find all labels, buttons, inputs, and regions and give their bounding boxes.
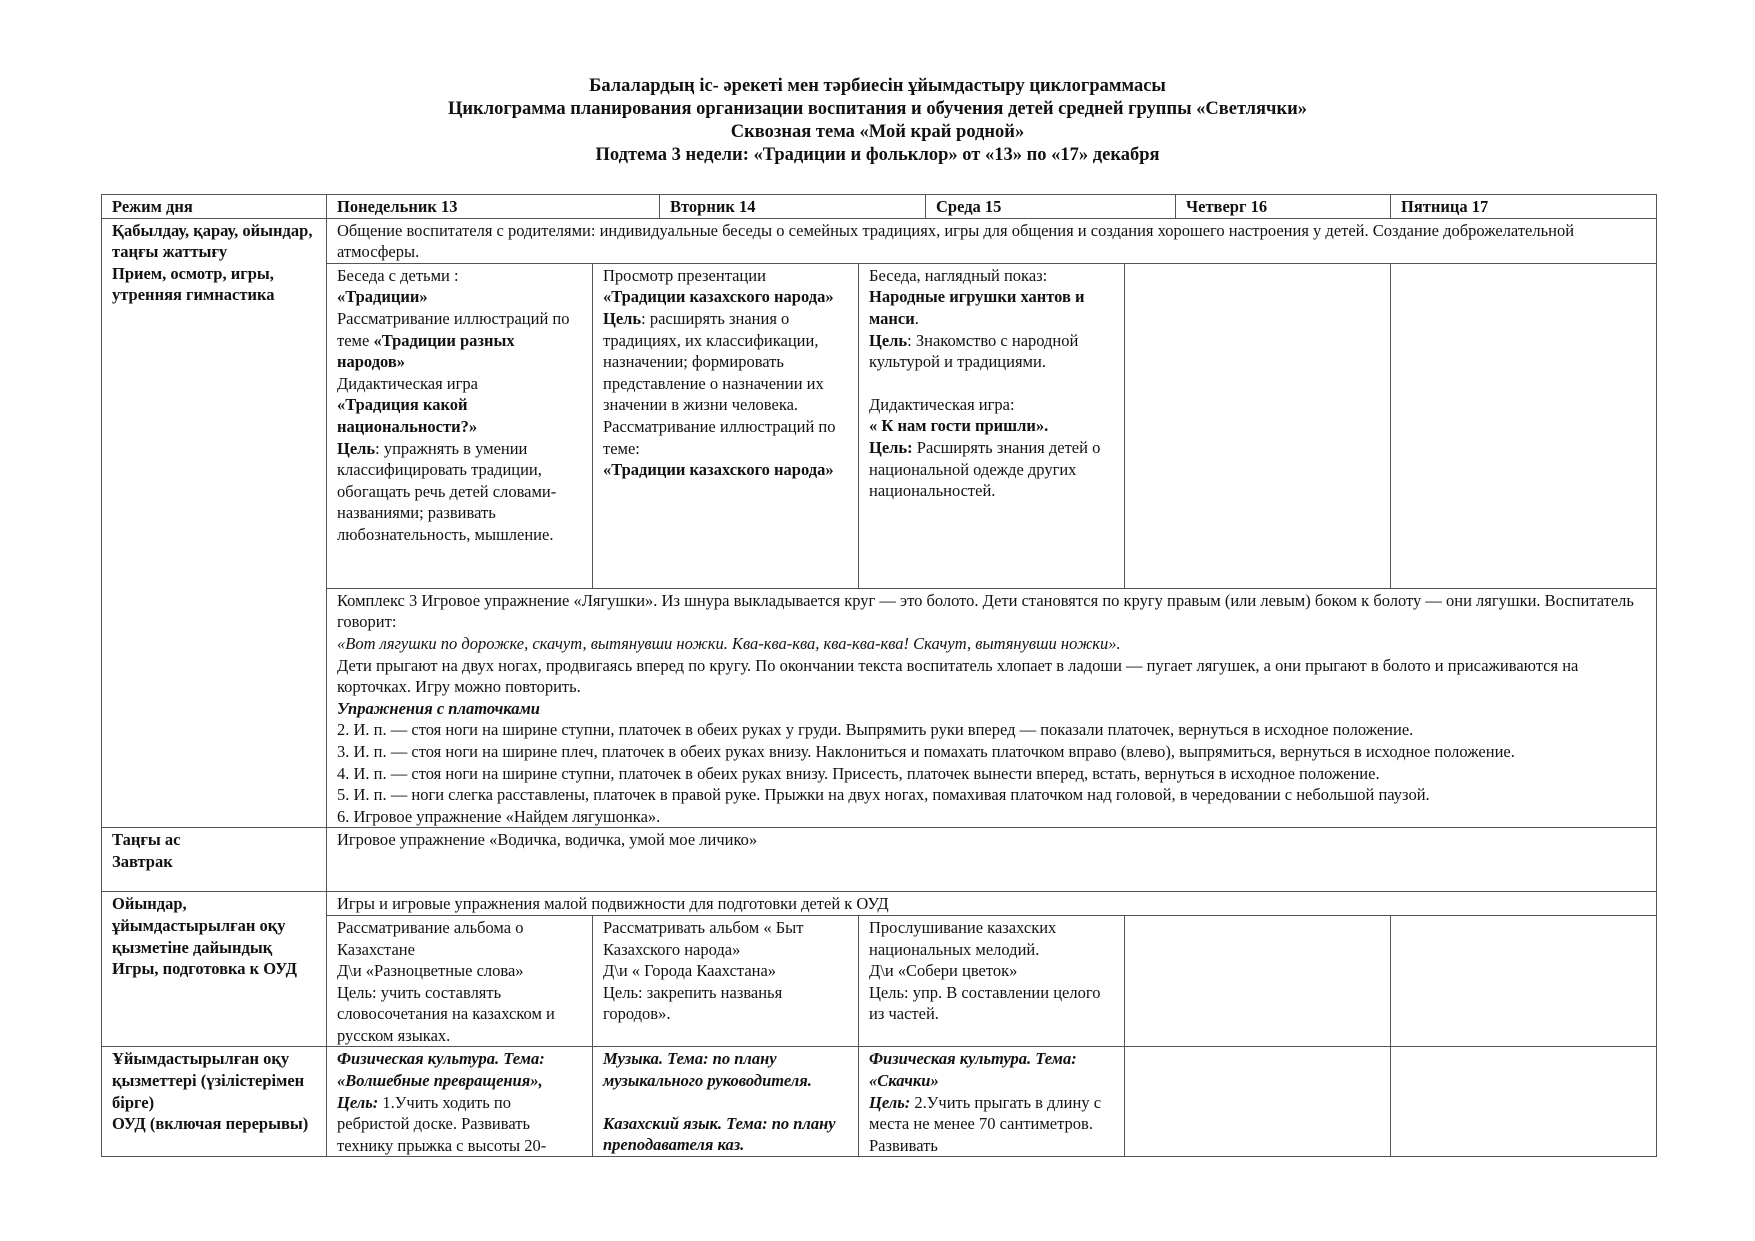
- gymnastics-cell: [327, 588, 1657, 828]
- tue-activity-kazakh: Казахский язык. Тема: по плану преподавателя каз.: [603, 1113, 836, 1155]
- mon-game-label: Дидактическая игра: [337, 373, 478, 393]
- thursday-activities-cell: [1125, 1047, 1391, 1157]
- monday-preparation-cell: Рассматривание альбома о Казахстане Д\и «Разноцветные слова» Цель: учить составлять словосочетания на казахском и русском языках.: [327, 915, 593, 1047]
- mon-activity-goal-text: 1.Учить ходить по ребристой доске. Развивать технику прыжка с высоты 20-: [337, 1092, 547, 1155]
- wed-goal-label: Цель: [869, 330, 908, 350]
- mon-activity-2-title: «Традиции разных народов»: [337, 330, 515, 372]
- tue-activity-music: Музыка. Тема: по плану музыкального руководителя.: [603, 1049, 812, 1091]
- wednesday-reception-cell: [859, 263, 1125, 588]
- row-label-activities: [102, 1047, 327, 1157]
- title-kz: Балалардың іс- әрекеті мен тәрбиесін ұйымдастыру циклограммасы: [589, 76, 1166, 96]
- tue-goal-label: Цель: [603, 308, 642, 328]
- mon-goal-text: : упражнять в умении классифицировать традиции, обогащать речь детей словами-названиями; развивать любознательность, мышление.: [337, 438, 557, 544]
- gym-exercise-6: 6. Игровое упражнение «Найдем лягушонка».: [337, 806, 661, 826]
- mon-activity-goal-label: Цель:: [337, 1092, 379, 1112]
- tuesday-activities-cell: [593, 1047, 859, 1157]
- row-label-activities-kz: Ұйымдастырылған оқу қызметтері (үзілістерімен бірге): [112, 1049, 305, 1112]
- gym-rhyme: «Вот лягушки по дорожке, скачут, вытянувши ножки. Ква-ква-ква, ква-ква-ква! Скачут, вытянувши ножки».: [337, 633, 1121, 653]
- gym-exercise-2: 2. И. п. — стоя ноги на ширине ступни, платочек в обеих руках у груди. Выпрямить руки вперед — показали платочек, вернуться в исходное положение.: [337, 720, 1414, 740]
- mon-activity-2: Рассматривание иллюстраций по теме: [337, 308, 570, 350]
- reception-general-text: Общение воспитателя с родителями: индивидуальные беседы о семейных традициях, игры для общения и создания хорошего настроения у детей. Создание доброжелательной атмосферы.: [327, 218, 1657, 263]
- wed-goal2-text: Расширять знания детей о национальной одежде других национальностей.: [869, 437, 1101, 501]
- wed-activity-subject: Физическая культура. Тема: «Скачки»: [869, 1049, 1077, 1091]
- row-label-breakfast-kz: Таңғы ас: [112, 830, 181, 850]
- row-label-activities-ru: ОУД (включая перерывы): [112, 1114, 309, 1134]
- gym-exercises-title: Упражнения с платочками: [337, 698, 540, 718]
- row-label-preparation: [102, 892, 327, 1047]
- friday-activities-cell: [1391, 1047, 1657, 1157]
- mon-activity-1: Беседа с детьми :: [337, 265, 459, 285]
- tue-activity-1-title: «Традиции казахского народа»: [603, 287, 834, 307]
- row-label-breakfast: [102, 828, 327, 892]
- mon-activity-1-title: «Традиции»: [337, 287, 428, 307]
- gym-exercise-4: 4. И. п. — стоя ноги на ширине ступни, платочек в обеих руках внизу. Присесть, платочек вынести вперед, встать, вернуться в исходное положение.: [337, 763, 1380, 783]
- mon-activity-subject: Физическая культура. Тема: «Волшебные превращения»,: [337, 1049, 545, 1091]
- gym-description: Дети прыгают на двух ногах, продвигаясь вперед по кругу. По окончании текста воспитатель хлопает в ладоши — пугает лягушек, а они прыгают в болото и присаживаются на корточках. Игру можно повторить.: [337, 655, 1579, 697]
- wed-goal-text: : Знакомство с народной культурой и традициями.: [869, 330, 1079, 372]
- breakfast-text: Игровое упражнение «Водичка, водичка, умой мое личико»: [327, 828, 1657, 892]
- tuesday-reception-cell: [593, 263, 859, 588]
- friday-reception-cell: [1391, 263, 1657, 588]
- wed-goal2-label: Цель:: [869, 437, 913, 457]
- gym-intro: Комплекс 3 Игровое упражнение «Лягушки». Из шнура выкладывается круг — это болото. Дети становятся по кругу правым (или левым) боком к болоту — они лягушки. Воспитатель говорит:: [337, 590, 1634, 632]
- col-header-thursday: Четверг 16: [1176, 195, 1391, 219]
- tue-activity-2-title: «Традиции казахского народа»: [603, 460, 834, 480]
- thursday-preparation-cell: [1125, 915, 1391, 1047]
- tuesday-preparation-cell: Рассматривать альбом « Быт Казахского народа» Д\и « Города Каахстана» Цель: закрепить названья городов».: [593, 915, 859, 1047]
- wed-activity-goal-text: 2.Учить прыгать в длину с места не менее 70 сантиметров. Развивать: [869, 1092, 1102, 1155]
- col-header-wednesday: Среда 15: [926, 195, 1176, 219]
- schedule-table: [101, 194, 1657, 1157]
- gym-exercise-3: 3. И. п. — стоя ноги на ширине плеч, платочек в обеих руках внизу. Наклониться и помахать платочком вправо (влево), выпрямиться, вернуться в исходное положение.: [337, 741, 1515, 761]
- thursday-reception-cell: [1125, 263, 1391, 588]
- friday-preparation-cell: [1391, 915, 1657, 1047]
- wed-activity-1: Беседа, наглядный показ:: [869, 265, 1048, 285]
- row-label-breakfast-ru: Завтрак: [112, 851, 173, 871]
- tue-activity-2: Рассматривание иллюстраций по теме:: [603, 416, 836, 458]
- preparation-general-text: Игры и игровые упражнения малой подвижности для подготовки детей к ОУД: [327, 892, 1657, 916]
- wednesday-preparation-cell: Прослушивание казахских национальных мелодий. Д\и «Собери цветок» Цель: упр. В составлении целого из частей.: [859, 915, 1125, 1047]
- subtheme-title: Подтема 3 недели: «Традиции и фольклор» от «13» по «17» декабря: [595, 145, 1160, 165]
- theme-title: Сквозная тема «Мой край родной»: [730, 122, 1025, 142]
- row-label-preparation-kz: Ойындар, ұйымдастырылған оқу қызметіне дайындық: [112, 894, 286, 957]
- wed-activity-1-dot: .: [914, 308, 919, 328]
- wed-activity-1-title: Народные игрушки хантов и манси: [869, 287, 1085, 328]
- tue-goal-text: : расширять знания о традициях, их классификации, назначении; формировать представление о назначении их значении в жизни человека.: [603, 308, 824, 415]
- mon-goal-label: Цель: [337, 438, 376, 458]
- col-header-regime: Режим дня: [102, 195, 327, 219]
- row-label-reception: [102, 218, 327, 828]
- monday-reception-cell: [327, 263, 593, 588]
- monday-activities-cell: [327, 1047, 593, 1157]
- header-row: [102, 195, 1657, 219]
- wed-game-label: Дидактическая игра:: [869, 394, 1015, 414]
- tue-activity-1: Просмотр презентации: [603, 265, 766, 285]
- col-header-tuesday: Вторник 14: [660, 195, 926, 219]
- wed-game-title: « К нам гости пришли».: [869, 416, 1049, 436]
- wednesday-activities-cell: [859, 1047, 1125, 1157]
- title-ru: Циклограмма планирования организации воспитания и обучения детей средней группы «Светлячки»: [447, 99, 1308, 119]
- row-label-preparation-ru: Игры, подготовка к ОУД: [112, 959, 297, 979]
- wed-activity-goal-label: Цель:: [869, 1092, 911, 1112]
- mon-game-title: «Традиция какой национальности?»: [337, 395, 478, 436]
- row-label-ru: Прием, осмотр, игры, утренняя гимнастика: [112, 263, 275, 305]
- col-header-friday: Пятница 17: [1391, 195, 1657, 219]
- col-header-monday: Понедельник 13: [327, 195, 660, 219]
- row-label-kz: Қабылдау, қарау, ойындар, таңғы жаттығу: [112, 220, 313, 262]
- gym-exercise-5: 5. И. п. — ноги слегка расставлены, платочек в правой руке. Прыжки на двух ногах, помахивая платочком над головой, в чередовании с небольшой паузой.: [337, 785, 1430, 805]
